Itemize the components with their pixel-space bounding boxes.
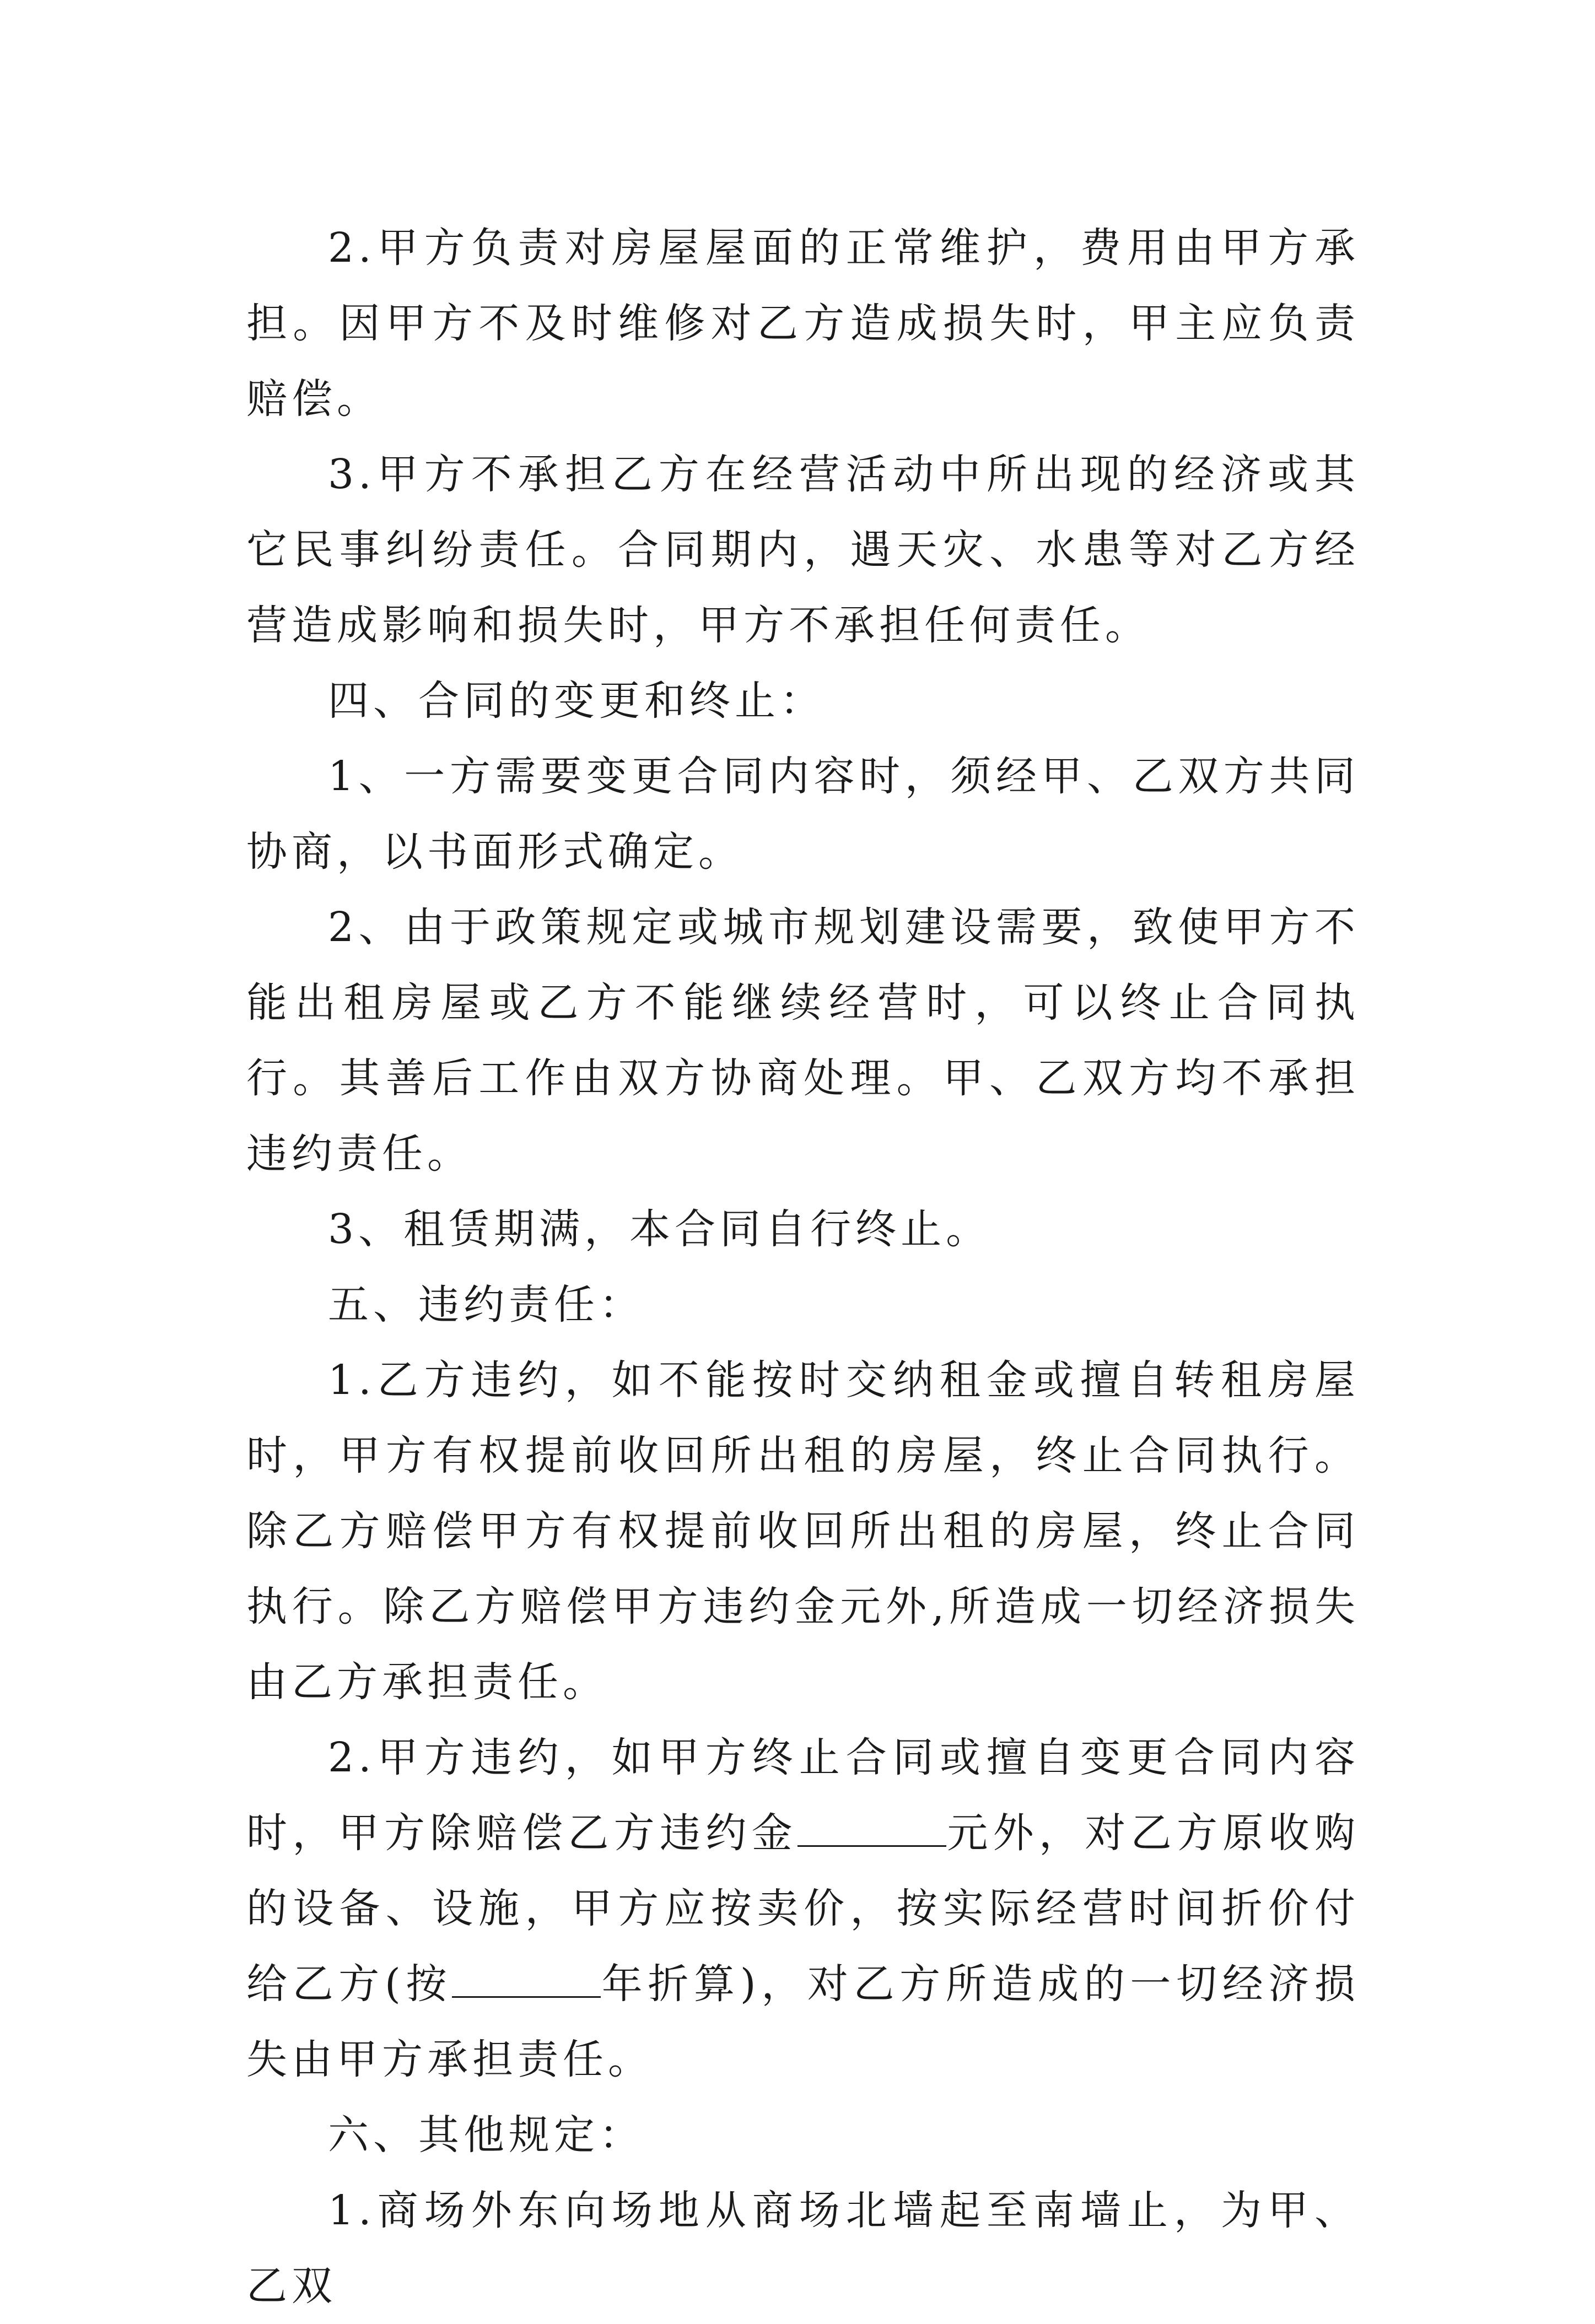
fill-in-blank-amount: [798, 1807, 946, 1847]
clause-paragraph: 1.商场外东向场地从商场北墙起至南墙止，为甲、乙双: [246, 2187, 1360, 2310]
clause-text: 2.甲方违约，如甲方终止合同或擅自变更合同内容时，甲方除赔偿乙方违约金: [246, 1734, 1360, 1857]
clause-text: 元外，对乙方原收购的设备、设施，甲方应按卖价，按实际经营时间折价付给乙方(按: [246, 1809, 1360, 2008]
contract-body: [246, 210, 1360, 2324]
clause-text: 年折算)，对乙方所造成的一切经济损失由甲方承担责任。: [246, 1960, 1360, 2083]
clause-paragraph: 2、由于政策规定或城市规划建设需要，致使甲方不能出租房屋或乙方不能继续经营时，可以终止合同执行。其善后工作由双方协商处理。甲、乙双方均不承担违约责任。: [246, 904, 1360, 1177]
clause-paragraph: [246, 1720, 1360, 2098]
clause-paragraph: 3.甲方不承担乙方在经营活动中所出现的经济或其它民事纠纷责任。合同期内，遇天灾、水患等对乙方经营造成影响和损失时，甲方不承担任何责任。: [246, 451, 1360, 649]
clause-paragraph: 3、租赁期满，本合同自行终止。: [328, 1206, 992, 1253]
clause-paragraph: 2.甲方负责对房屋屋面的正常维护，费用由甲方承担。因甲方不及时维修对乙方造成损失时，甲主应负责赔偿。: [246, 224, 1360, 423]
section-heading: 五、违约责任：: [328, 1281, 644, 1328]
clause-paragraph: 1.乙方违约，如不能按时交纳租金或擅自转租房屋时，甲方有权提前收回所出租的房屋，终止合同执行。除乙方赔偿甲方有权提前收回所出租的房屋，终止合同执行。除乙方赔偿甲方违约金元外,所造成一切经济损失由乙方承担责任。: [246, 1356, 1360, 1706]
section-heading: 六、其他规定：: [328, 2111, 644, 2159]
fill-in-blank-years: [452, 1958, 601, 1998]
section-heading: 四、合同的变更和终止：: [328, 677, 825, 725]
clause-paragraph: 1、一方需要变更合同内容时，须经甲、乙双方共同协商，以书面形式确定。: [246, 753, 1360, 875]
